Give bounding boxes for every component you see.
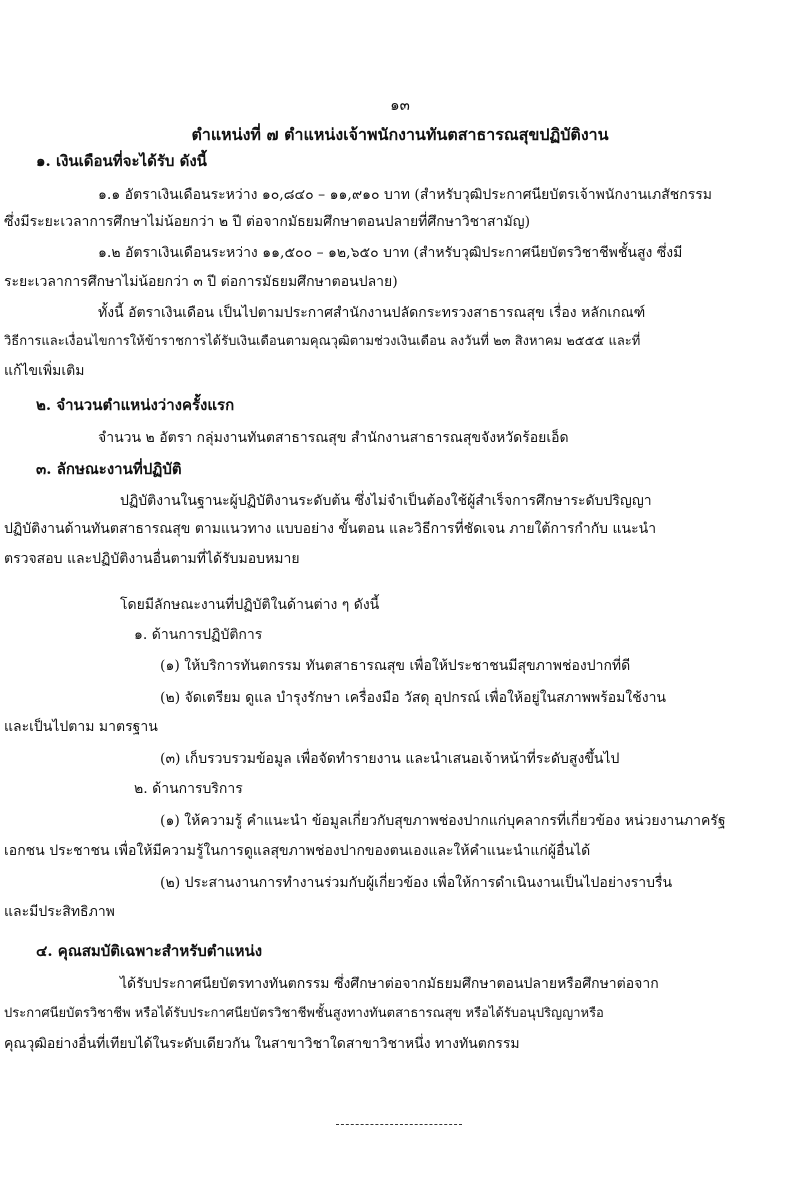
- s3-line-8: และเป็นไปตาม มาตรฐาน: [4, 719, 158, 735]
- s3-line-2: ปฏิบัติงานด้านทันตสาธารณสุข ตามแนวทาง แบบอย่าง ขั้นตอน และวิธีการที่ชัดเจน ภายใต้การกำกับ แนะนำ: [4, 521, 657, 537]
- s4-line-1: ได้รับประกาศนียบัตรทางทันตกรรม ซึ่งศึกษาต่อจากมัธยมศึกษาตอนปลายหรือศึกษาต่อจาก: [120, 976, 659, 992]
- s3-line-5: ๑. ด้านการปฏิบัติการ: [134, 627, 263, 643]
- s4-line-3: คุณวุฒิอย่างอื่นที่เทียบได้ในระดับเดียวกัน ในสาขาวิชาใดสาขาวิชาหนึ่ง ทางทันตกรรม: [4, 1036, 520, 1052]
- section-2-heading: ๒. จำนวนตำแหน่งว่างครั้งแรก: [36, 396, 235, 414]
- section-3-heading: ๓. ลักษณะงานที่ปฏิบัติ: [36, 460, 182, 478]
- section-4-heading: ๔. คุณสมบัติเฉพาะสำหรับตำแหน่ง: [36, 942, 263, 960]
- end-divider: [336, 1124, 462, 1125]
- s3-line-1: ปฏิบัติงานในฐานะผู้ปฏิบัติงานระดับต้น ซึ่งไม่จำเป็นต้องใช้ผู้สำเร็จการศึกษาระดับปริญญา: [120, 493, 652, 509]
- s1-line-1: ๑.๑ อัตราเงินเดือนระหว่าง ๑๐,๘๔๐ – ๑๑,๙๑๐ บาท (สำหรับวุฒิประกาศนียบัตรเจ้าพนักงานเภสัชกรรม: [98, 187, 713, 203]
- s1-line-3: ๑.๒ อัตราเงินเดือนระหว่าง ๑๑,๕๐๐ – ๑๒,๖๕๐ บาท (สำหรับวุฒิประกาศนียบัตรวิชาชีพชั้นสูง ซึ่งมี: [98, 245, 683, 261]
- s3-line-12: เอกชน ประชาชน เพื่อให้มีความรู้ในการดูแลสุขภาพช่องปากของตนเองและให้คำแนะนำแก่ผู้อื่นได้: [4, 843, 591, 859]
- s3-line-13: (๒) ประสานงานการทำงานร่วมกับผู้เกี่ยวข้อง เพื่อให้การดำเนินงานเป็นไปอย่างราบรื่น: [160, 875, 673, 891]
- s3-line-3: ตรวจสอบ และปฏิบัติงานอื่นตามที่ได้รับมอบหมาย: [4, 551, 300, 567]
- s3-line-6: (๑) ให้บริการทันตกรรม ทันตสาธารณสุข เพื่อให้ประชาชนมีสุขภาพช่องปากที่ดี: [160, 658, 631, 674]
- s3-line-10: ๒. ด้านการบริการ: [134, 781, 243, 797]
- s3-line-7: (๒) จัดเตรียม ดูแล บำรุงรักษา เครื่องมือ วัสดุ อุปกรณ์ เพื่อให้อยู่ในสภาพพร้อมใช้งาน: [160, 690, 666, 706]
- s1-line-2: ซึ่งมีระยะเวลาการศึกษาไม่น้อยกว่า ๒ ปี ต่อจากมัธยมศึกษาตอนปลายที่ศึกษาวิชาสามัญ): [4, 214, 531, 230]
- page-number: ๑๓: [390, 96, 410, 114]
- s2-line-1: จำนวน ๒ อัตรา กลุ่มงานทันตสาธารณสุข สำนักงานสาธารณสุขจังหวัดร้อยเอ็ด: [98, 430, 569, 446]
- s3-line-11: (๑) ให้ความรู้ คำแนะนำ ข้อมูลเกี่ยวกับสุขภาพช่องปากแก่บุคลากรที่เกี่ยวข้อง หน่วยงานภาครัฐ: [160, 813, 726, 829]
- s1-line-4: ระยะเวลาการศึกษาไม่น้อยกว่า ๓ ปี ต่อการมัธยมศึกษาตอนปลาย): [4, 274, 398, 290]
- s3-line-9: (๓) เก็บรวบรวมข้อมูล เพื่อจัดทำรายงาน และนำเสนอเจ้าหน้าที่ระดับสูงขึ้นไป: [160, 751, 620, 767]
- s1-line-5: ทั้งนี้ อัตราเงินเดือน เป็นไปตามประกาศสำนักงานปลัดกระทรวงสาธารณสุข เรื่อง หลักเกณฑ์: [98, 305, 646, 321]
- section-1-heading: ๑. เงินเดือนที่จะได้รับ ดังนี้: [36, 152, 207, 170]
- s3-line-4: โดยมีลักษณะงานที่ปฏิบัติในด้านต่าง ๆ ดังนี้: [120, 597, 380, 613]
- s3-line-14: และมีประสิทธิภาพ: [4, 904, 115, 920]
- s4-line-2: ประกาศนียบัตรวิชาชีพ หรือได้รับประกาศนียบัตรวิชาชีพชั้นสูงทางทันตสาธารณสุข หรือได้รับอนุปริญญาหรือ: [4, 1006, 604, 1021]
- s1-line-7: แก้ไขเพิ่มเติม: [4, 363, 85, 379]
- s1-line-6: วิธีการและเงื่อนไขการให้ข้าราชการได้รับเงินเดือนตามคุณวุฒิตามช่วงเงินเดือน ลงวันที่ ๒๓ สิงหาคม ๒๕๕๕ และที่: [4, 334, 641, 349]
- page-title: ตำแหน่งที่ ๗ ตำแหน่งเจ้าพนักงานทันตสาธารณสุขปฏิบัติงาน: [191, 125, 609, 144]
